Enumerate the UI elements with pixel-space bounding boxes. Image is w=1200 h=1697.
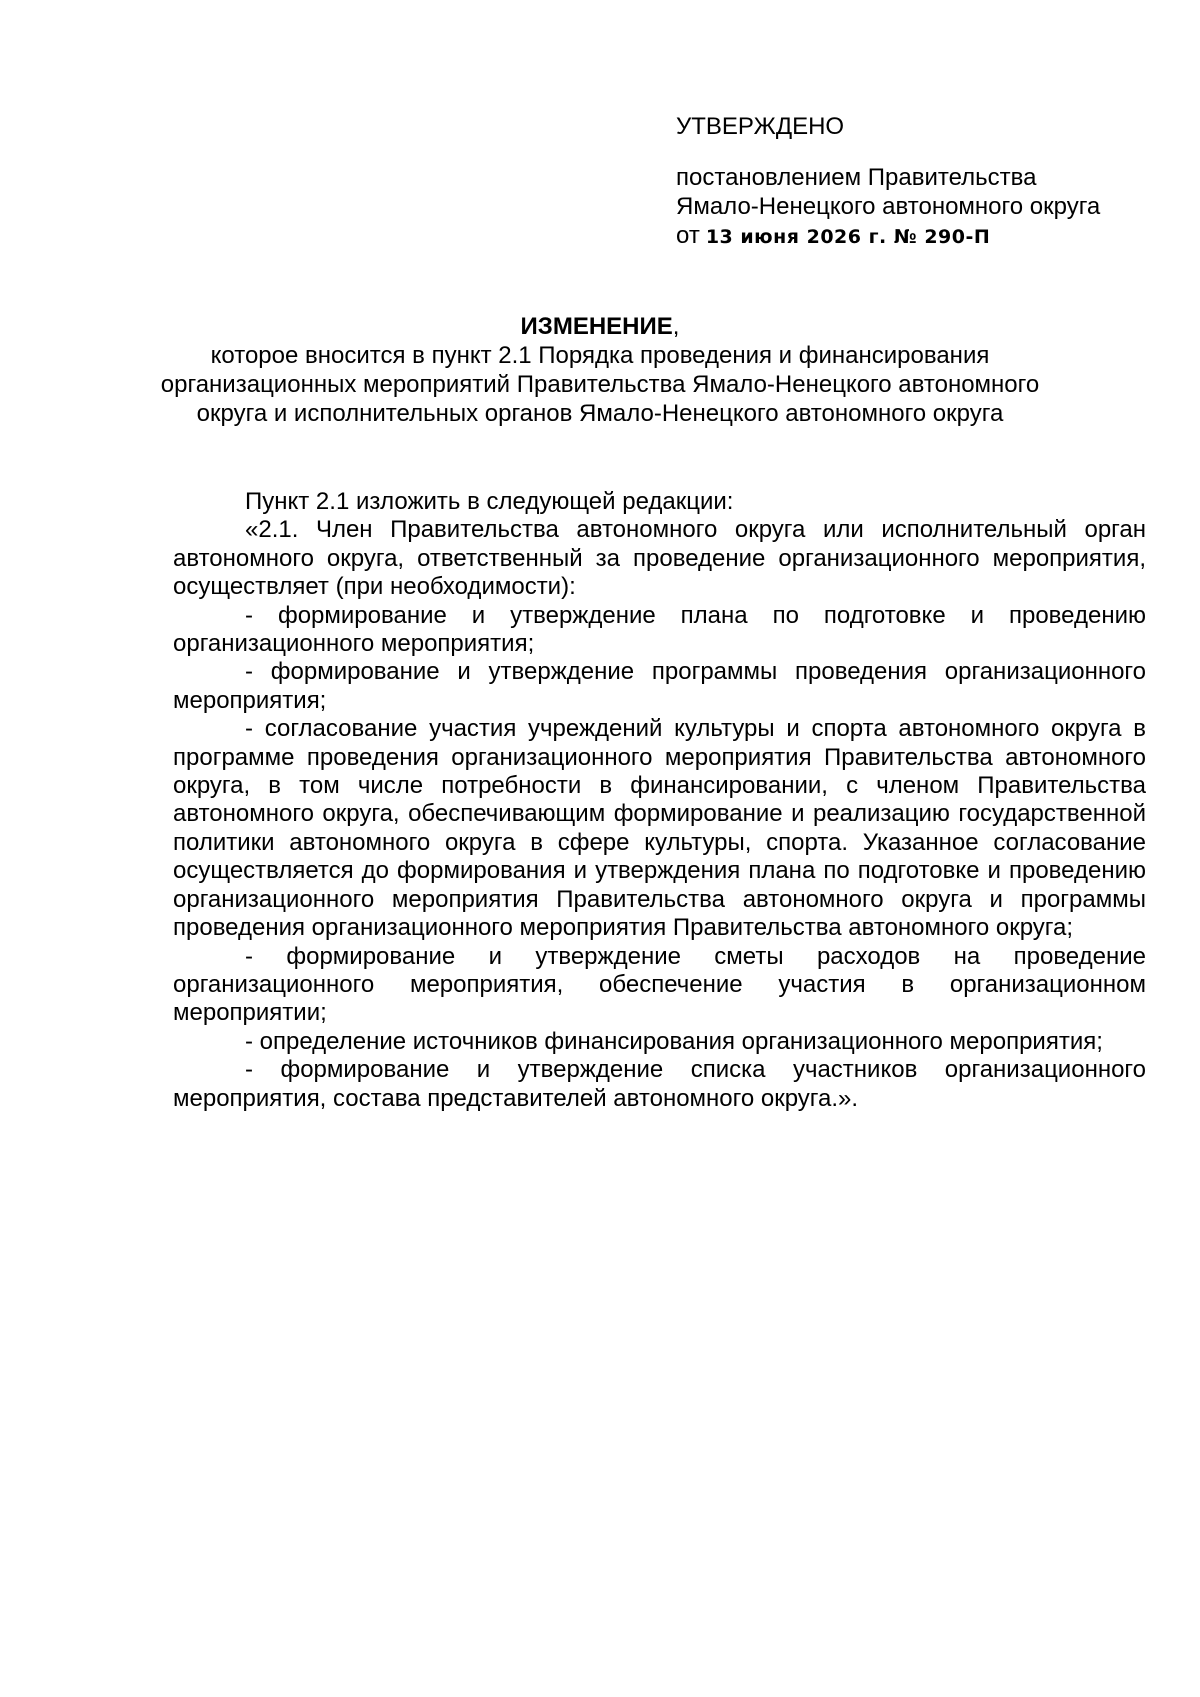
approval-line-2: Ямало-Ненецкого автономного округа xyxy=(676,193,1101,220)
approval-date-line xyxy=(676,221,1176,252)
approval-date-prefix: от xyxy=(676,222,700,249)
body-intro-paragraph: Пункт 2.1 изложить в следующей редакции: xyxy=(245,488,734,515)
body-list-item: - формирование и утверждение списка участников организационного мероприятия, состава представителей автономного округа.». xyxy=(173,1056,1146,1112)
heading-subtitle-line: которое вносится в пункт 2.1 Порядка проведения и финансирования xyxy=(210,342,990,369)
body-list-item: - формирование и утверждение плана по подготовке и проведению организационного мероприятия; xyxy=(173,601,1146,658)
heading-subtitle-line: организационных мероприятий Правительства Ямало-Ненецкого автономного xyxy=(160,371,1040,398)
heading-title-suffix: , xyxy=(672,313,680,340)
heading-title: ИЗМЕНЕНИЕ xyxy=(520,313,673,340)
body-list-item: - согласование участия учреждений культуры и спорта автономного округа в программе проведения организационного мероприятия Правительства автономного округа, в том числе потребности в финансировании, с членом Правительства автономного округа, обеспечивающим формирование и реализацию государственной политики автономного округа в сфере культуры, спорта. Указанное согласование осуществляется до формирования и утверждения плана по подготовке и проведению организационного мероприятия Правительства автономного округа и программы проведения организационного мероприятия Правительства автономного округа; xyxy=(173,715,1146,942)
registration-number: 13 июня 2026 г. № 290-П xyxy=(705,226,991,248)
approval-stamp: УТВЕРЖДЕНО xyxy=(676,113,845,140)
document-heading xyxy=(150,312,1050,428)
body-list-item: - формирование и утверждение программы проведения организационного мероприятия; xyxy=(173,658,1146,714)
heading-title-line xyxy=(150,312,1050,341)
heading-subtitle-line: округа и исполнительных органов Ямало-Ненецкого автономного округа xyxy=(196,400,1004,427)
body-clause-paragraph: «2.1. Член Правительства автономного округа или исполнительный орган автономного округа, ответственный за проведение организационного мероприятия, осуществляет (при необходимости): xyxy=(173,516,1146,601)
body-list-item: - определение источников финансирования организационного мероприятия; xyxy=(245,1027,1103,1055)
approval-block xyxy=(676,112,1176,252)
body-list-item: - формирование и утверждение сметы расходов на проведение организационного мероприятия, обеспечение участия в организационном мероприятии; xyxy=(173,942,1146,1027)
document-body xyxy=(173,488,1146,1113)
approval-line-1: постановлением Правительства xyxy=(676,164,1037,191)
